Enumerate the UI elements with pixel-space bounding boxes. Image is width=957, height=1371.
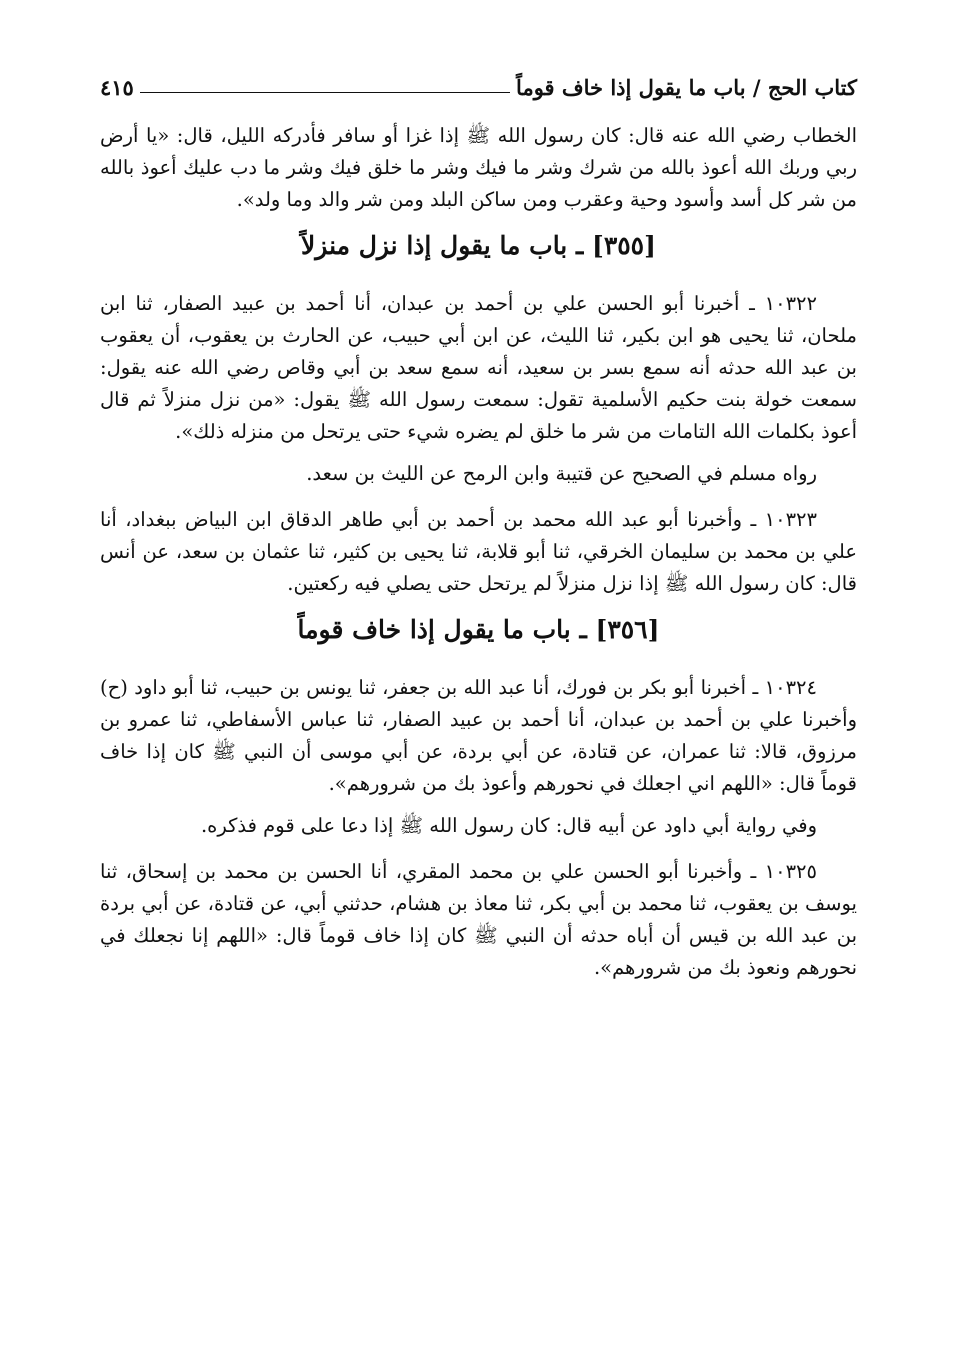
hadith-10325: ١٠٣٢٥ ـ وأخبرنا أبو الحسن علي بن محمد المقري، أنا الحسن بن محمد بن إسحاق، ثنا يوسف بن يعقوب، ثنا محمد بن أبي بكر، ثنا معاذ بن هشام، حدثني أبي، عن قتادة، عن أبي بردة بن عبد الله بن قيس أن أباه حدثه أن النبي ﷺ كان إذا خاف قوماً قال: «اللهم إنا نجعلك في نحورهم ونعوذ بك من شرورهم». bbox=[100, 860, 857, 979]
header-title: كتاب الحج / باب ما يقول إذا خاف قوماً bbox=[516, 75, 857, 100]
running-header bbox=[100, 68, 857, 108]
hadith-10323: ١٠٣٢٣ ـ وأخبرنا أبو عبد الله محمد بن أحمد بن أبي طاهر الدقاق ابن البياض ببغداد، أنا علي بن محمد بن سليمان الخرقي، ثنا أبو قلابة، ثنا يحيى بن كثير، ثنا عثمان بن سعد، عن أنس قال: كان رسول الله ﷺ إذا نزل منزلاً لم يرتحل حتى يصلي فيه ركعتين. bbox=[100, 508, 857, 595]
page-body bbox=[100, 120, 857, 984]
header-rule bbox=[140, 92, 510, 93]
book-page bbox=[100, 68, 857, 1331]
chapter-heading-356: [٣٥٦] ـ باب ما يقول إذا خاف قوماً bbox=[297, 615, 660, 644]
hadith-note-10324: وفي رواية أبي داود عن أبيه قال: كان رسول الله ﷺ إذا دعا على قوم فذكره. bbox=[200, 814, 817, 837]
hadith-10324: ١٠٣٢٤ ـ أخبرنا أبو بكر بن فورك، أنا عبد الله بن جعفر، ثنا يونس بن حبيب، ثنا أبو داود (ح) وأخبرنا علي بن أحمد بن عبدان، أنا أحمد بن عبيد الصفار، ثنا عباس الأسفاطي، ثنا عمرو بن مرزوق، قالا: ثنا عمران، عن قتادة، عن أبي بردة، عن أبي موسى أن النبي ﷺ كان إذا خاف قوماً قال: «اللهم اني اجعلك في نحورهم وأعوذ بك من شرورهم». bbox=[100, 676, 857, 795]
chapter-heading-355: [٣٥٥] ـ باب ما يقول إذا نزل منزلاً bbox=[301, 231, 656, 260]
continued-paragraph: الخطاب رضي الله عنه قال: كان رسول الله ﷺ إذا غزا أو سافر فأدركه الليل، قال: «يا أرض ربي وربك الله أعوذ بالله من شرك وشر ما فيك وشر ما خلق فيك وشر ما دب عليك أعوذ بالله من شر كل أسد وأسود وحية وعقرب ومن ساكن البلد ومن شر والد وما ولد». bbox=[100, 124, 857, 211]
page-number: ٤١٥ bbox=[100, 75, 134, 100]
hadith-note-10322: رواه مسلم في الصحيح عن قتيبة وابن الرمح عن الليث بن سعد. bbox=[306, 462, 817, 485]
hadith-10322: ١٠٣٢٢ ـ أخبرنا أبو الحسن علي بن أحمد بن عبدان، أنا أحمد بن عبيد الصفار، ثنا ابن ملحان، ثنا يحيى هو ابن بكير، ثنا الليث، عن ابن أبي حبيب، عن الحارث بن يعقوب، أن يعقوب بن عبد الله حدثه أنه سمع بسر بن سعيد، أنه سمع سعد بن أبي وقاص رضي الله عنه يقول: سمعت خولة بنت حكيم الأسلمية تقول: سمعت رسول الله ﷺ يقول: «من نزل منزلاً ثم قال أعوذ بكلمات الله التامات من شر ما خلق لم يضره شيء حتى يرتحل من منزله ذلك». bbox=[100, 292, 857, 443]
